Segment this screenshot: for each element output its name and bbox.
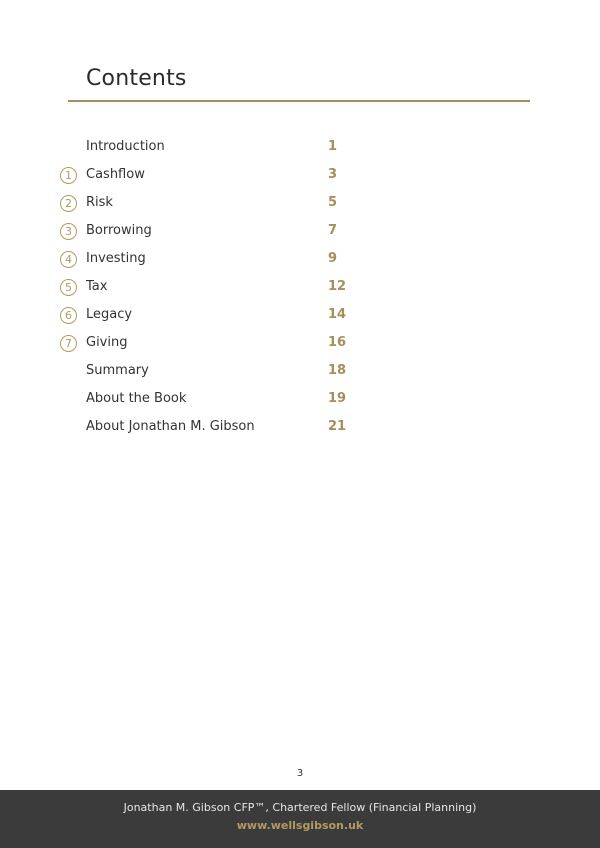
toc-entry-page: 21: [328, 419, 347, 434]
toc-entry[interactable]: [0, 161, 600, 189]
toc-entry[interactable]: [0, 217, 600, 245]
toc-entry-label: About the Book: [86, 391, 187, 406]
toc-entry-label: About Jonathan M. Gibson: [86, 419, 255, 434]
toc-entry-label: Giving: [86, 335, 128, 350]
chapter-number-badge: 5: [60, 279, 77, 296]
toc-entry[interactable]: [0, 385, 600, 413]
toc-entry-page: 16: [328, 335, 347, 350]
toc-entry-page: 18: [328, 363, 347, 378]
toc-entry[interactable]: [0, 245, 600, 273]
toc-entry[interactable]: [0, 357, 600, 385]
chapter-number-badge: 2: [60, 195, 77, 212]
toc-entry-label: Cashflow: [86, 167, 145, 182]
toc-entry-page: 1: [328, 139, 338, 154]
toc-entry-label: Borrowing: [86, 223, 152, 238]
toc-entry-label: Introduction: [86, 139, 165, 154]
chapter-number-badge: 6: [60, 307, 77, 324]
toc-entry[interactable]: [0, 301, 600, 329]
chapter-number-badge: 3: [60, 223, 77, 240]
chapter-number-badge: 1: [60, 167, 77, 184]
toc-entry[interactable]: [0, 413, 600, 441]
toc-entry-label: Summary: [86, 363, 149, 378]
title-divider: [68, 100, 530, 102]
toc-entry-label: Investing: [86, 251, 146, 266]
toc-entry-page: 7: [328, 223, 338, 238]
footer-author: Jonathan M. Gibson CFP™, Chartered Fellow (Financial Planning): [123, 801, 477, 814]
page-number: 3: [296, 768, 304, 779]
toc-entry[interactable]: [0, 189, 600, 217]
toc-entry-page: 9: [328, 251, 338, 266]
toc-entry-page: 5: [328, 195, 338, 210]
toc-entry-label: Tax: [86, 279, 108, 294]
toc-entry-page: 12: [328, 279, 347, 294]
chapter-number-badge: 7: [60, 335, 77, 352]
chapter-number-badge: 4: [60, 251, 77, 268]
toc-entry[interactable]: [0, 273, 600, 301]
toc-entry[interactable]: [0, 329, 600, 357]
page-title: Contents: [86, 66, 187, 91]
toc-entry[interactable]: [0, 133, 600, 161]
toc-entry-page: 14: [328, 307, 347, 322]
footer-bar: [0, 790, 600, 848]
table-of-contents: [0, 133, 600, 441]
toc-entry-page: 3: [328, 167, 338, 182]
toc-entry-label: Legacy: [86, 307, 133, 322]
footer-website-link[interactable]: www.wellsgibson.uk: [236, 819, 364, 832]
toc-entry-label: Risk: [86, 195, 113, 210]
toc-entry-page: 19: [328, 391, 347, 406]
